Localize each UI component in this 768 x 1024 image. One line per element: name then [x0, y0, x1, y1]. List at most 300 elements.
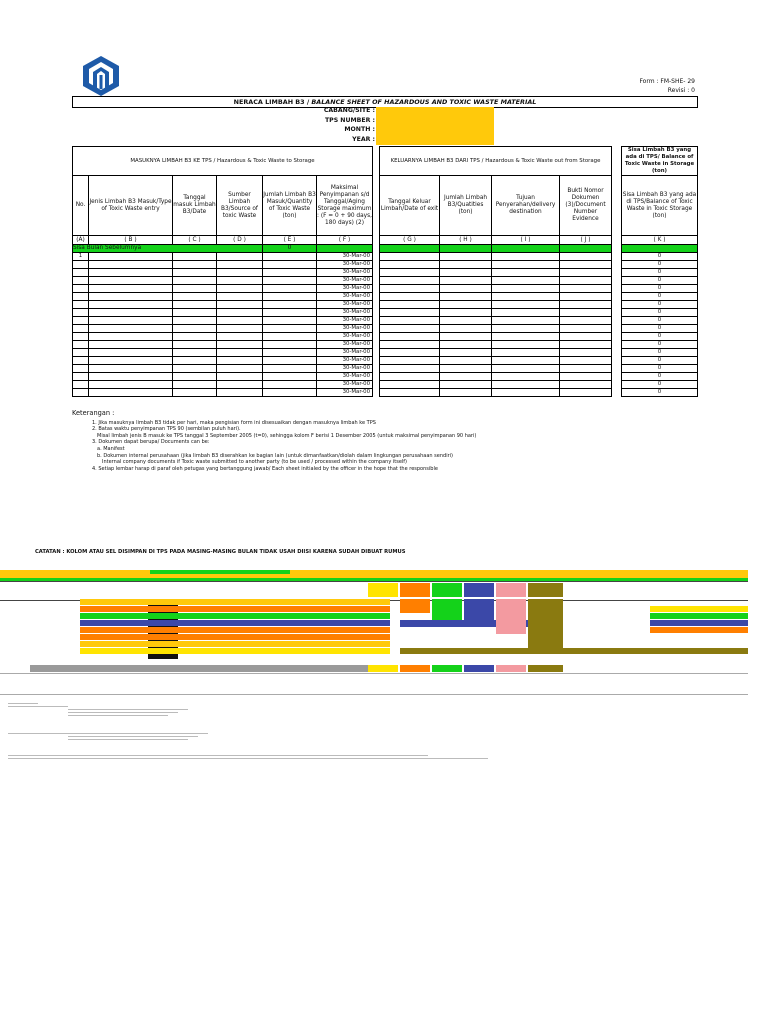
max-storage-date: 30-Mar-00 [317, 381, 373, 389]
column-letter: ( J ) [560, 236, 612, 245]
summary-total-orange [400, 665, 430, 672]
balance-value: 0 [622, 389, 698, 397]
table-cell[interactable] [217, 285, 263, 293]
table-cell[interactable] [89, 269, 173, 277]
table-cell[interactable] [560, 381, 612, 389]
table-cell[interactable] [173, 349, 217, 357]
table-cell[interactable] [380, 357, 440, 365]
table-cell[interactable] [263, 261, 317, 269]
summary-right-orange [400, 599, 430, 613]
table-cell[interactable] [173, 269, 217, 277]
form-info [600, 77, 695, 95]
table-row [73, 373, 698, 381]
table-cell[interactable] [89, 301, 173, 309]
table-cell[interactable] [380, 261, 440, 269]
table-cell[interactable] [263, 325, 317, 333]
table-cell[interactable] [380, 325, 440, 333]
table-cell[interactable] [263, 301, 317, 309]
summary-right-yellow [650, 606, 748, 612]
table-cell[interactable] [380, 269, 440, 277]
column-letter: ( K ) [622, 236, 698, 245]
table-cell[interactable] [380, 277, 440, 285]
table-cell[interactable] [89, 373, 173, 381]
table-cell[interactable] [73, 325, 89, 333]
max-storage-date: 30-Mar-00 [317, 349, 373, 357]
table-cell[interactable] [440, 333, 492, 341]
table-cell[interactable] [492, 349, 560, 357]
table-cell[interactable] [380, 253, 440, 261]
table-cell[interactable] [263, 269, 317, 277]
summary-olive-row [400, 648, 748, 654]
table-cell[interactable] [492, 301, 560, 309]
table-cell[interactable] [173, 309, 217, 317]
balance-value: 0 [622, 381, 698, 389]
table-cell[interactable] [560, 293, 612, 301]
max-storage-date: 30-Mar-00 [317, 309, 373, 317]
table-cell[interactable] [380, 365, 440, 373]
table-cell[interactable] [217, 261, 263, 269]
table-cell[interactable] [263, 309, 317, 317]
summary-row-yellow-3 [80, 648, 390, 654]
col-j-header: Bukti Nomor Dokumen (3)/Document Number Evidence [560, 176, 612, 236]
meta-month: MONTH : [344, 126, 375, 133]
col-h-header: Jumlah Limbah B3/Quatities (ton) [440, 176, 492, 236]
masuk-header: MASUKNYA LIMBAH B3 KE TPS / Hazardous & Toxic Waste to Storage [73, 147, 373, 176]
table-cell[interactable] [263, 285, 317, 293]
table-cell[interactable] [440, 293, 492, 301]
meta-tps: TPS NUMBER : [324, 116, 375, 124]
max-storage-date: 30-Mar-00 [317, 333, 373, 341]
balance-value: 0 [622, 309, 698, 317]
table-cell[interactable] [560, 285, 612, 293]
meta-input-box[interactable] [376, 107, 494, 145]
table-cell[interactable] [380, 301, 440, 309]
table-cell[interactable] [380, 349, 440, 357]
col-g-header: Tanggal Keluar Limbah/Date of exit [380, 176, 440, 236]
note-1: 1. Jika masuknya limbah B3 tidak per hari, maka pengisian form ini disesuaikan dengan masuknya limbah ke TPS [92, 419, 376, 426]
table-cell[interactable] [440, 373, 492, 381]
table-cell[interactable] [73, 317, 89, 325]
summary-header-olive [528, 583, 563, 597]
table-cell[interactable] [217, 381, 263, 389]
table-cell[interactable] [560, 389, 612, 397]
col-no-header: No. [73, 176, 89, 236]
table-cell[interactable] [492, 357, 560, 365]
table-cell[interactable] [217, 389, 263, 397]
balance-value: 0 [622, 269, 698, 277]
max-storage-date: 30-Mar-00 [317, 373, 373, 381]
balance-value: 0 [622, 373, 698, 381]
table-cell[interactable] [492, 341, 560, 349]
table-cell[interactable] [89, 285, 173, 293]
table-cell[interactable] [173, 277, 217, 285]
note-3b: b. Dokumen internal perusahaan (jika limbah B3 diserahkan ke bagian lain (untuk dimanfaatkan/diolah dalam lingkungan perusahaan sendiri) [97, 452, 453, 459]
table-cell[interactable] [217, 357, 263, 365]
table-cell[interactable] [173, 333, 217, 341]
table-cell[interactable] [89, 293, 173, 301]
table-cell[interactable] [560, 269, 612, 277]
table-cell[interactable] [173, 381, 217, 389]
table-row [73, 317, 698, 325]
table-row [73, 325, 698, 333]
table-cell[interactable] [440, 365, 492, 373]
table-cell[interactable] [440, 357, 492, 365]
meta-year: YEAR : [352, 135, 375, 143]
table-cell[interactable] [89, 261, 173, 269]
table-cell[interactable] [560, 309, 612, 317]
summary-total-row [30, 665, 370, 672]
summary-total-blue [464, 665, 494, 672]
balance-value: 0 [622, 333, 698, 341]
max-storage-date: 30-Mar-00 [317, 325, 373, 333]
table-cell[interactable] [440, 341, 492, 349]
summary-small-notes [8, 701, 238, 731]
table-cell[interactable] [73, 381, 89, 389]
table-cell[interactable] [492, 309, 560, 317]
table-cell[interactable] [73, 365, 89, 373]
max-storage-date: 30-Mar-00 [317, 365, 373, 373]
table-body [73, 253, 698, 397]
summary-total-pink [496, 665, 526, 672]
table-cell[interactable] [263, 389, 317, 397]
row-number[interactable]: 1 [73, 253, 89, 261]
waste-balance-table [72, 146, 698, 397]
table-cell[interactable] [380, 309, 440, 317]
table-cell[interactable] [492, 269, 560, 277]
table-cell[interactable] [173, 293, 217, 301]
column-letter: ( F ) [317, 236, 373, 245]
col-i-header: Tujuan Penyerahan/delivery destination [492, 176, 560, 236]
table-cell[interactable] [89, 325, 173, 333]
table-cell[interactable] [440, 261, 492, 269]
table-cell[interactable] [492, 365, 560, 373]
table-cell[interactable] [263, 333, 317, 341]
sisa-top-header: Sisa Limbah B3 yang ada di TPS/ Balance of Toxic Waste in Storage (ton) [622, 147, 698, 176]
table-cell[interactable] [560, 325, 612, 333]
summary-sheet [0, 561, 768, 751]
table-cell[interactable] [380, 317, 440, 325]
table-cell[interactable] [217, 301, 263, 309]
table-row [73, 341, 698, 349]
table-cell[interactable] [263, 253, 317, 261]
max-storage-date: 30-Mar-00 [317, 341, 373, 349]
col-k-header: Sisa Limbah B3 yang ada di TPS/Balance of Toxic Waste in Toxic Storage (ton) [622, 176, 698, 236]
table-cell[interactable] [492, 389, 560, 397]
note-2b: Misal limbah jenis B masuk ke TPS tanggal 3 September 2005 (t=0), sehingga kolom F berisi 1 Desember 2005 (untuk maksimal penyimpanan 90 hari) [97, 432, 477, 439]
table-row [73, 293, 698, 301]
table-cell[interactable] [560, 261, 612, 269]
table-cell[interactable] [380, 285, 440, 293]
table-cell[interactable] [440, 349, 492, 357]
table-cell[interactable] [440, 389, 492, 397]
balance-value: 0 [622, 325, 698, 333]
table-cell[interactable] [217, 349, 263, 357]
table-cell[interactable] [380, 341, 440, 349]
col-f-header: Maksimal Penyimpanan s/d Tanggal/Aging Storage maximum : (F = 0 + 90 days, 180 days) (2) [317, 176, 373, 236]
table-cell[interactable] [217, 277, 263, 285]
table-row [73, 301, 698, 309]
table-cell[interactable] [89, 381, 173, 389]
table-cell[interactable] [380, 293, 440, 301]
summary-green-title [150, 570, 290, 574]
column-letter: ( D ) [217, 236, 263, 245]
table-cell[interactable] [492, 285, 560, 293]
table-cell[interactable] [73, 333, 89, 341]
table-cell[interactable] [89, 309, 173, 317]
table-cell[interactable] [217, 341, 263, 349]
table-cell[interactable] [217, 309, 263, 317]
table-cell[interactable] [440, 317, 492, 325]
table-cell[interactable] [73, 357, 89, 365]
summary-right-blue-2 [650, 620, 748, 626]
notes-title: Keterangan : [72, 409, 115, 417]
table-cell[interactable] [173, 261, 217, 269]
table-cell[interactable] [217, 325, 263, 333]
table-cell[interactable] [380, 373, 440, 381]
note-4: 4. Setiap lembar harap di paraf oleh petugas yang bertanggung jawab/ Each sheet initialed by the officer in the hope that the responsible [92, 465, 438, 472]
table-cell[interactable] [492, 261, 560, 269]
table-cell[interactable] [492, 373, 560, 381]
table-cell[interactable] [217, 269, 263, 277]
table-cell[interactable] [173, 341, 217, 349]
table-cell[interactable] [173, 317, 217, 325]
table-cell[interactable] [73, 309, 89, 317]
note-3a: a. Manifest [97, 445, 125, 452]
table-cell[interactable] [440, 269, 492, 277]
balance-value: 0 [622, 341, 698, 349]
table-row [73, 357, 698, 365]
note-2: 2. Batas waktu penyimpanan TPS 90 (sembilan puluh hari). [92, 426, 241, 433]
table-row [73, 349, 698, 357]
table-row [73, 333, 698, 341]
table-cell[interactable] [89, 341, 173, 349]
col-b-header: Jenis Limbah B3 Masuk/Type of Toxic Waste entry [89, 176, 173, 236]
summary-header-blue [464, 583, 494, 597]
table-cell[interactable] [440, 325, 492, 333]
form-number: Form : FM-SHE- 29 [639, 78, 695, 85]
table-cell[interactable] [173, 301, 217, 309]
summary-row-green [80, 613, 390, 619]
summary-right-pink [496, 599, 526, 634]
summary-row-yellow-2 [80, 641, 390, 647]
notes [72, 410, 692, 472]
table-cell[interactable] [89, 253, 173, 261]
table-cell[interactable] [89, 389, 173, 397]
table-cell[interactable] [73, 285, 89, 293]
company-logo-icon [80, 54, 122, 98]
table-cell[interactable] [263, 373, 317, 381]
table-cell[interactable] [73, 349, 89, 357]
table-row [73, 309, 698, 317]
balance-value: 0 [622, 317, 698, 325]
note-3b2: Internal company documents if Toxic waste submitted to another party (to be used / processed within the company itself) [102, 459, 408, 466]
table-cell[interactable] [263, 381, 317, 389]
table-cell[interactable] [89, 349, 173, 357]
table-cell[interactable] [89, 333, 173, 341]
table-cell[interactable] [560, 333, 612, 341]
revision: Revisi : 0 [667, 87, 695, 94]
table-cell[interactable] [173, 253, 217, 261]
max-storage-date: 30-Mar-00 [317, 261, 373, 269]
previous-balance-label: Sisa Bulan Sebelumnya [73, 245, 263, 253]
column-letter: ( C ) [173, 236, 217, 245]
column-letter: ( E ) [263, 236, 317, 245]
keluar-header: KELUARNYA LIMBAH B3 DARI TPS / Hazardous & Toxic Waste out from Storage [380, 147, 612, 176]
table-cell[interactable] [263, 293, 317, 301]
table-cell[interactable] [492, 325, 560, 333]
max-storage-date: 30-Mar-00 [317, 389, 373, 397]
table-cell[interactable] [440, 253, 492, 261]
table-cell[interactable] [492, 277, 560, 285]
table-cell[interactable] [263, 357, 317, 365]
summary-right-green-2 [650, 613, 748, 619]
max-storage-date: 30-Mar-00 [317, 317, 373, 325]
table-cell[interactable] [73, 269, 89, 277]
table-cell[interactable] [217, 253, 263, 261]
table-cell[interactable] [73, 277, 89, 285]
table-row [73, 381, 698, 389]
table-cell[interactable] [560, 365, 612, 373]
balance-value: 0 [622, 261, 698, 269]
max-storage-date: 30-Mar-00 [317, 277, 373, 285]
balance-value: 0 [622, 301, 698, 309]
table-cell[interactable] [217, 317, 263, 325]
table-cell[interactable] [263, 317, 317, 325]
table-cell[interactable] [173, 325, 217, 333]
summary-header-orange [400, 583, 430, 597]
title-italic: BALANCE SHEET OF HAZARDOUS AND TOXIC WASTE MATERIAL [311, 98, 537, 106]
table-cell[interactable] [173, 285, 217, 293]
table-cell[interactable] [492, 333, 560, 341]
col-e-header: Jumlah Limbah B3 Masuk/Quantity of Toxic Waste (ton) [263, 176, 317, 236]
table-cell[interactable] [263, 365, 317, 373]
table-cell[interactable] [560, 301, 612, 309]
summary-right-orange-2 [650, 627, 748, 633]
table-cell[interactable] [73, 261, 89, 269]
column-letter: ( B ) [89, 236, 173, 245]
summary-row-blue [80, 620, 390, 626]
table-cell[interactable] [89, 365, 173, 373]
balance-value: 0 [622, 277, 698, 285]
table-cell[interactable] [217, 373, 263, 381]
max-storage-date: 30-Mar-00 [317, 357, 373, 365]
table-cell[interactable] [560, 349, 612, 357]
table-cell[interactable] [380, 381, 440, 389]
table-cell[interactable] [217, 293, 263, 301]
table-cell[interactable] [560, 277, 612, 285]
max-storage-date: 30-Mar-00 [317, 301, 373, 309]
table-row [73, 389, 698, 397]
summary-right-olive [528, 599, 563, 648]
table-cell[interactable] [73, 301, 89, 309]
max-storage-date: 30-Mar-00 [317, 293, 373, 301]
max-storage-date: 30-Mar-00 [317, 285, 373, 293]
table-cell[interactable] [492, 381, 560, 389]
summary-total-green [432, 665, 462, 672]
max-storage-date: 30-Mar-00 [317, 253, 373, 261]
table-cell[interactable] [263, 341, 317, 349]
summary-row-orange-2 [80, 627, 390, 633]
table-cell[interactable] [440, 309, 492, 317]
table-cell[interactable] [263, 277, 317, 285]
table-row [73, 365, 698, 373]
table-cell[interactable] [440, 301, 492, 309]
catatan-note: CATATAN : KOLOM ATAU SEL DISIMPAN DI TPS PADA MASING-MASING BULAN TIDAK USAH DIISI KARENA SUDAH DIBUAT RUMUS [35, 549, 406, 555]
table-cell[interactable] [73, 293, 89, 301]
balance-value: 0 [622, 293, 698, 301]
previous-balance-value: 0 [263, 245, 317, 253]
summary-right-blue-col [464, 599, 494, 620]
max-storage-date: 30-Mar-00 [317, 269, 373, 277]
summary-row-orange [80, 606, 390, 612]
table-cell[interactable] [440, 381, 492, 389]
table-cell[interactable] [89, 317, 173, 325]
table-cell[interactable] [89, 357, 173, 365]
balance-value: 0 [622, 357, 698, 365]
table-cell[interactable] [89, 277, 173, 285]
table-row [73, 253, 698, 261]
balance-value: 0 [622, 349, 698, 357]
table-cell[interactable] [560, 253, 612, 261]
summary-total-yellow [368, 665, 398, 672]
col-d-header: Sumber Limbah B3/Source of toxic Waste [217, 176, 263, 236]
column-letter-row [73, 236, 698, 245]
summary-row-orange-3 [80, 634, 390, 640]
column-letter: ( G ) [380, 236, 440, 245]
balance-value: 0 [622, 285, 698, 293]
table-cell[interactable] [492, 293, 560, 301]
table-cell[interactable] [560, 357, 612, 365]
table-row [73, 285, 698, 293]
table-cell[interactable] [73, 341, 89, 349]
table-cell[interactable] [73, 373, 89, 381]
table-cell[interactable] [380, 389, 440, 397]
summary-header-pink [496, 583, 526, 597]
table-cell[interactable] [560, 373, 612, 381]
meta-cabang: CABANG/SITE : [323, 107, 375, 114]
table-cell[interactable] [217, 333, 263, 341]
title-main: NERACA LIMBAH B3 / [233, 98, 312, 106]
table-cell[interactable] [560, 317, 612, 325]
summary-header-green [432, 583, 462, 597]
summary-footer-grid [0, 673, 748, 695]
table-cell[interactable] [492, 253, 560, 261]
table-cell[interactable] [173, 365, 217, 373]
column-letter: (A) [73, 236, 89, 245]
column-letter: ( I ) [492, 236, 560, 245]
table-cell[interactable] [173, 373, 217, 381]
balance-value: 0 [622, 253, 698, 261]
table-cell[interactable] [173, 389, 217, 397]
table-cell[interactable] [217, 365, 263, 373]
table-cell[interactable] [440, 285, 492, 293]
table-row [73, 261, 698, 269]
previous-balance-row [73, 245, 698, 253]
table-cell[interactable] [440, 277, 492, 285]
summary-row-yellow [80, 599, 390, 605]
table-cell[interactable] [173, 357, 217, 365]
col-c-header: Tanggal masuk Limbah B3/Date [173, 176, 217, 236]
note-3: 3. Dokumen dapat berupa/ Documents can be: [92, 439, 210, 446]
table-cell[interactable] [560, 341, 612, 349]
table-cell[interactable] [492, 317, 560, 325]
table-cell[interactable] [263, 349, 317, 357]
summary-header-yellow [368, 583, 398, 597]
table-cell[interactable] [380, 333, 440, 341]
table-row [73, 269, 698, 277]
table-cell[interactable] [73, 389, 89, 397]
summary-small-notes-3 [8, 753, 608, 763]
